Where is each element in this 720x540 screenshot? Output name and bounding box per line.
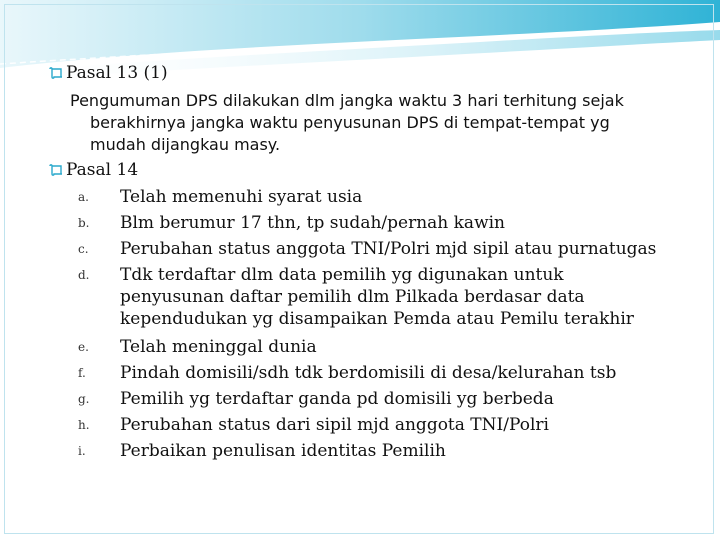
list-item <box>78 336 680 358</box>
section-heading-pasal-13 <box>48 63 168 83</box>
list-item-line: Tdk terdaftar dlm data pemilih yg digunakan untuk <box>120 265 564 285</box>
list-marker: e. <box>78 340 89 354</box>
scroll-bullet-icon <box>48 66 64 80</box>
list-marker: c. <box>78 242 89 256</box>
list-marker: i. <box>78 444 86 458</box>
list-item-line: penyusunan daftar pemilih dlm Pilkada berdasar data <box>120 287 585 307</box>
list-item-text <box>120 336 680 358</box>
list-item-line: Telah meninggal dunia <box>120 337 317 357</box>
paragraph-line: berakhirnya jangka waktu penyusunan DPS di tempat-tempat yg <box>90 113 610 132</box>
list-item-line: Telah memenuhi syarat usia <box>120 187 363 207</box>
section-heading-text: Pasal 14 <box>66 160 139 180</box>
list-item-text <box>120 440 680 462</box>
list-item-text <box>120 212 680 234</box>
list-marker: d. <box>78 268 90 282</box>
list-marker: h. <box>78 418 90 432</box>
list-marker: g. <box>78 392 90 406</box>
section-heading-text: Pasal 13 (1) <box>66 63 168 83</box>
list-item <box>78 186 680 208</box>
list-item <box>78 440 680 462</box>
list-marker: f. <box>78 366 86 380</box>
list-item-text <box>120 238 680 260</box>
list-item-text <box>120 362 680 384</box>
paragraph-line: Pengumuman DPS dilakukan dlm jangka waktu 3 hari terhitung sejak <box>70 91 624 110</box>
list-marker: b. <box>78 216 90 230</box>
list-item <box>78 362 680 384</box>
list-item-text <box>120 264 680 330</box>
list-item <box>78 264 680 330</box>
list-item <box>78 238 680 260</box>
section-heading-pasal-14 <box>48 160 138 180</box>
list-item-line: kependudukan yg disampaikan Pemda atau Pemilu terakhir <box>120 309 634 329</box>
list-item-line: Perubahan status anggota TNI/Polri mjd sipil atau purnatugas <box>120 239 657 259</box>
list-item-line: Pindah domisili/sdh tdk berdomisili di desa/kelurahan tsb <box>120 363 617 383</box>
list-item <box>78 212 680 234</box>
list-marker: a. <box>78 190 89 204</box>
list-item-line: Pemilih yg terdaftar ganda pd domisili yg berbeda <box>120 389 554 409</box>
section-paragraph <box>70 90 690 156</box>
list-item-line: Perubahan status dari sipil mjd anggota TNI/Polri <box>120 415 549 435</box>
list-item-text <box>120 388 680 410</box>
list-item-text <box>120 186 680 208</box>
list-item <box>78 414 680 436</box>
list-item-line: Blm berumur 17 thn, tp sudah/pernah kawin <box>120 213 506 233</box>
list-item-text <box>120 414 680 436</box>
paragraph-line: mudah dijangkau masy. <box>90 135 281 154</box>
scroll-bullet-icon <box>48 163 64 177</box>
list-item <box>78 388 680 410</box>
list-item-line: Perbaikan penulisan identitas Pemilih <box>120 441 446 461</box>
